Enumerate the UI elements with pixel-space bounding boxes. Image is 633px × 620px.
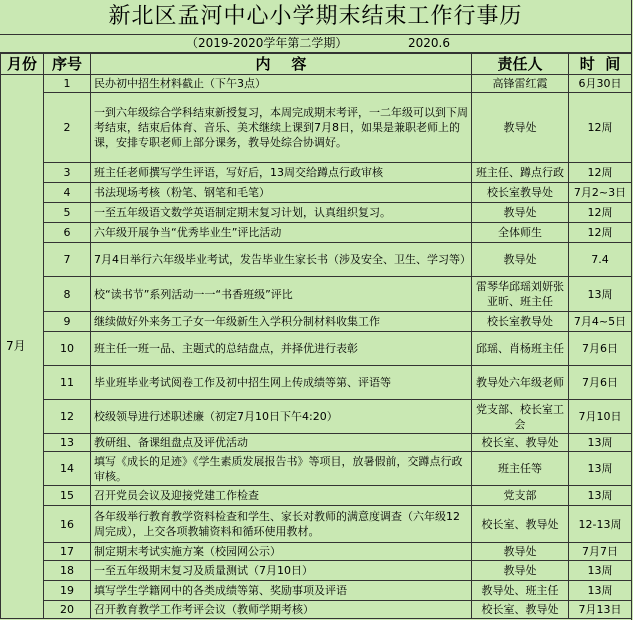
- row-number-cell[interactable]: 7: [44, 243, 91, 277]
- row-content-cell[interactable]: 一到六年级综合学科结束新授复习，本周完成期末考评，一二年级可以到下周考结束，结束后体育、音乐、美术继续上课到7月8日，如果是兼职老师上的课，安排专职老师上部分课务，教导处综合协调好。: [91, 93, 472, 163]
- row-owner-cell[interactable]: 校长室教导处: [472, 183, 569, 203]
- row-owner-cell[interactable]: 校长室、教导处: [472, 506, 569, 543]
- row-number-cell[interactable]: 3: [44, 163, 91, 183]
- row-number-cell[interactable]: 13: [44, 434, 91, 452]
- row-content-cell[interactable]: 制定期末考试实施方案（校园网公示）: [91, 543, 472, 561]
- row-owner-cell[interactable]: 党支部、校长室工会: [472, 400, 569, 434]
- row-content-cell[interactable]: 毕业班毕业考试阅卷工作及初中招生网上传成绩等第、评语等: [91, 366, 472, 400]
- row-time-cell[interactable]: 7月13日: [569, 601, 632, 619]
- row-owner-cell[interactable]: 校长室教导处: [472, 312, 569, 332]
- table-row: [1, 75, 632, 93]
- row-number-cell[interactable]: 4: [44, 183, 91, 203]
- table-row: [1, 506, 632, 543]
- row-owner-cell[interactable]: 教导处: [472, 93, 569, 163]
- table-row: [1, 486, 632, 506]
- row-owner-cell[interactable]: 班主任、蹲点行政: [472, 163, 569, 183]
- row-number-cell[interactable]: 10: [44, 332, 91, 366]
- table-row: [1, 277, 632, 312]
- table-row: [1, 93, 632, 163]
- row-time-cell[interactable]: 7月4~5日: [569, 312, 632, 332]
- row-owner-cell[interactable]: 教导处: [472, 203, 569, 223]
- row-number-cell[interactable]: 19: [44, 581, 91, 601]
- table-row: [1, 183, 632, 203]
- row-content-cell[interactable]: 校“读书节”系列活动一一“书香班级”评比: [91, 277, 472, 312]
- row-time-cell[interactable]: 7月2~3日: [569, 183, 632, 203]
- header-no[interactable]: 序号: [44, 54, 91, 75]
- row-number-cell[interactable]: 2: [44, 93, 91, 163]
- row-number-cell[interactable]: 11: [44, 366, 91, 400]
- row-owner-cell[interactable]: 教导处、班主任: [472, 581, 569, 601]
- table-row: [1, 581, 632, 601]
- row-time-cell[interactable]: 13周: [569, 561, 632, 581]
- row-content-cell[interactable]: 召开党员会议及迎接党建工作检查: [91, 486, 472, 506]
- row-content-cell[interactable]: 7月4日举行六年级毕业考试，发告毕业生家长书（涉及安全、卫生、学习等）: [91, 243, 472, 277]
- month-cell[interactable]: 7月: [1, 75, 44, 619]
- row-time-cell[interactable]: 12周: [569, 93, 632, 163]
- row-owner-cell[interactable]: 邱瑶、肖杨班主任: [472, 332, 569, 366]
- row-number-cell[interactable]: 5: [44, 203, 91, 223]
- subtitle-term: （2019-2020学年第二学期）: [186, 36, 348, 50]
- row-time-cell[interactable]: 7月6日: [569, 332, 632, 366]
- row-number-cell[interactable]: 8: [44, 277, 91, 312]
- row-owner-cell[interactable]: 雷琴华邱瑶刘妍张亚昕、班主任: [472, 277, 569, 312]
- subtitle-date: 2020.6: [408, 36, 450, 50]
- row-number-cell[interactable]: 18: [44, 561, 91, 581]
- row-number-cell[interactable]: 1: [44, 75, 91, 93]
- row-content-cell[interactable]: 各年级举行教育教学资料检查和学生、家长对教师的满意度调查（六年级12周完成），上交各项教辅资料和循环使用教材。: [91, 506, 472, 543]
- row-number-cell[interactable]: 12: [44, 400, 91, 434]
- table-row: [1, 366, 632, 400]
- table-row: [1, 243, 632, 277]
- row-owner-cell[interactable]: 教导处六年级老师: [472, 366, 569, 400]
- row-content-cell[interactable]: 填写学生学籍网中的各类成绩等第、奖励事项及评语: [91, 581, 472, 601]
- row-content-cell[interactable]: 继续做好外来务工子女一年级新生入学积分制材料收集工作: [91, 312, 472, 332]
- table-row: [1, 561, 632, 581]
- row-number-cell[interactable]: 14: [44, 452, 91, 486]
- table-row: [1, 543, 632, 561]
- row-time-cell[interactable]: 12周: [569, 223, 632, 243]
- row-number-cell[interactable]: 16: [44, 506, 91, 543]
- row-owner-cell[interactable]: 教导处: [472, 543, 569, 561]
- row-owner-cell[interactable]: 全体师生: [472, 223, 569, 243]
- row-content-cell[interactable]: 六年级开展争当“优秀毕业生”评比活动: [91, 223, 472, 243]
- row-content-cell[interactable]: 教研组、备课组盘点及评优活动: [91, 434, 472, 452]
- row-number-cell[interactable]: 15: [44, 486, 91, 506]
- table-row: [1, 452, 632, 486]
- table-row: [1, 434, 632, 452]
- row-content-cell[interactable]: 填写《成长的足迹》《学生素质发展报告书》等项目，放暑假前，交蹲点行政审核。: [91, 452, 472, 486]
- row-owner-cell[interactable]: 班主任等: [472, 452, 569, 486]
- table-row: [1, 163, 632, 183]
- row-time-cell[interactable]: 13周: [569, 452, 632, 486]
- row-content-cell[interactable]: 班主任老师撰写学生评语，写好后，13周交给蹲点行政审核: [91, 163, 472, 183]
- row-time-cell[interactable]: 7月6日: [569, 366, 632, 400]
- row-owner-cell[interactable]: 教导处: [472, 561, 569, 581]
- schedule-table: [0, 53, 632, 619]
- table-row: [1, 223, 632, 243]
- header-month[interactable]: 月份: [1, 54, 44, 75]
- row-content-cell[interactable]: 班主任一班一品、主题式的总结盘点，并择优进行表彰: [91, 332, 472, 366]
- table-row: [1, 203, 632, 223]
- row-time-cell[interactable]: 7月10日: [569, 400, 632, 434]
- table-row: [1, 332, 632, 366]
- row-time-cell[interactable]: 13周: [569, 434, 632, 452]
- row-time-cell[interactable]: 13周: [569, 277, 632, 312]
- row-owner-cell[interactable]: 高锋雷红霞: [472, 75, 569, 93]
- row-time-cell[interactable]: 7.4: [569, 243, 632, 277]
- row-content-cell[interactable]: 召开教育教学工作考评会议（教师学期考核）: [91, 601, 472, 619]
- table-row: [1, 312, 632, 332]
- row-number-cell[interactable]: 17: [44, 543, 91, 561]
- header-content[interactable]: 内 容: [91, 54, 472, 75]
- row-content-cell[interactable]: 一至五年级期末复习及质量测试（7月10日）: [91, 561, 472, 581]
- row-content-cell[interactable]: 民办初中招生材料截止（下午3点）: [91, 75, 472, 93]
- row-owner-cell[interactable]: 党支部: [472, 486, 569, 506]
- row-content-cell[interactable]: 一至五年级语文数学英语制定期末复习计划，认真组织复习。: [91, 203, 472, 223]
- header-time[interactable]: 时 间: [569, 54, 632, 75]
- row-number-cell[interactable]: 20: [44, 601, 91, 619]
- header-owner[interactable]: 责任人: [472, 54, 569, 75]
- row-number-cell[interactable]: 6: [44, 223, 91, 243]
- header-row: [1, 54, 632, 75]
- page-title: 新北区孟河中心小学期末结束工作行事历: [0, 0, 631, 35]
- row-content-cell[interactable]: 书法现场考核（粉笔、钢笔和毛笔）: [91, 183, 472, 203]
- row-owner-cell[interactable]: 教导处: [472, 243, 569, 277]
- table-row: [1, 400, 632, 434]
- table-row: [1, 601, 632, 619]
- row-time-cell[interactable]: 12-13周: [569, 506, 632, 543]
- row-content-cell[interactable]: 校级领导进行述职述廉（初定7月10日下午4:20）: [91, 400, 472, 434]
- row-owner-cell[interactable]: 校长室、教导处: [472, 434, 569, 452]
- row-number-cell[interactable]: 9: [44, 312, 91, 332]
- row-time-cell[interactable]: 12周: [569, 203, 632, 223]
- subtitle: [0, 35, 631, 53]
- row-time-cell[interactable]: 6月30日: [569, 75, 632, 93]
- row-time-cell[interactable]: 13周: [569, 581, 632, 601]
- row-time-cell[interactable]: 7月7日: [569, 543, 632, 561]
- row-time-cell[interactable]: 13周: [569, 486, 632, 506]
- row-owner-cell[interactable]: 校长室、教导处: [472, 601, 569, 619]
- row-time-cell[interactable]: 12周: [569, 163, 632, 183]
